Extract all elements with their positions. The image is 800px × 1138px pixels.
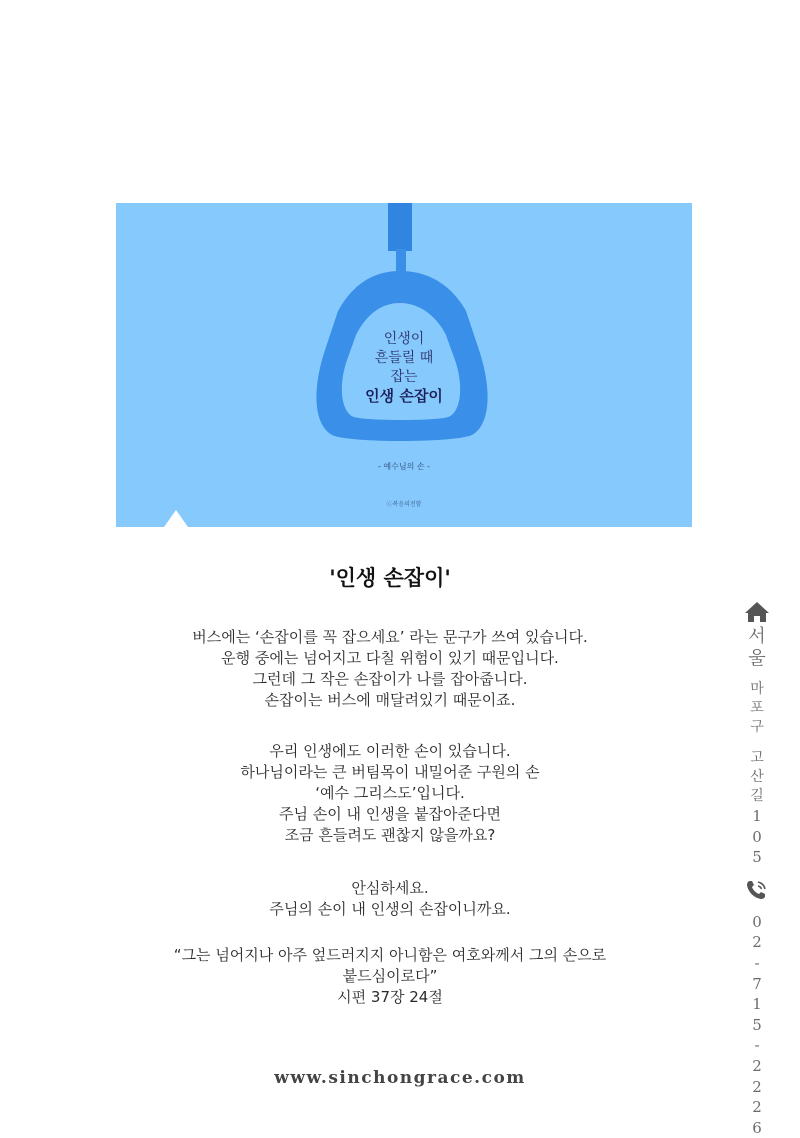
paragraph-line: 손잡이는 버스에 매달려있기 때문이죠.: [264, 691, 516, 709]
phone-number: [752, 912, 762, 1138]
phone-char: -: [754, 953, 760, 972]
handle-line: 인생이: [383, 331, 425, 347]
address-char: 산: [750, 769, 764, 785]
address-char: 마: [750, 681, 764, 697]
banner-subtitle: - 예수님의 손 -: [377, 462, 431, 471]
paragraph-line: 운행 중에는 넘어지고 다칠 위험이 있기 때문입니다.: [221, 649, 559, 667]
paragraph-line: 하나님이라는 큰 버팀목이 내밀어준 구원의 손: [240, 763, 540, 781]
address-char: 서: [748, 626, 766, 647]
paragraph-line: 주님 손이 내 인생을 붙잡아준다면: [279, 805, 501, 823]
contact-column: [740, 600, 774, 1138]
phone-char: 0: [752, 912, 762, 931]
banner-image: [116, 203, 692, 527]
handle-line: 흔들릴 때: [374, 350, 434, 366]
phone-char: -: [754, 1036, 760, 1055]
handle-text: [304, 330, 504, 406]
paragraph-line: 주님의 손이 내 인생의 손잡이니까요.: [269, 900, 511, 918]
address-char: 5: [752, 848, 762, 867]
phone-icon: [744, 878, 770, 902]
banner-notch: [164, 510, 188, 527]
bible-verse: [100, 945, 680, 1008]
page-title: '인생 손잡이': [329, 566, 451, 590]
address-char: 울: [748, 648, 766, 669]
handle-bold-line: 인생 손잡이: [365, 387, 443, 405]
phone-char: 2: [752, 933, 762, 952]
verse-line: 붙드심이로다”: [342, 967, 438, 985]
handle-strap: [388, 203, 412, 251]
address-district: [750, 680, 764, 737]
paragraph-line: 안심하세요.: [351, 879, 429, 897]
address-char: 0: [752, 827, 762, 846]
address-number: [752, 806, 762, 868]
address-char: 길: [750, 788, 764, 804]
verse-line: “그는 넘어지나 아주 엎드러지지 아니함은 여호와께서 그의 손으로: [173, 946, 607, 964]
paragraph-3: [100, 878, 680, 920]
address-city: [748, 626, 765, 670]
phone-char: 2: [752, 1098, 762, 1117]
address-char: 구: [750, 719, 764, 735]
phone-char: 6: [752, 1118, 762, 1137]
phone-char: 5: [752, 1015, 762, 1034]
phone-char: 7: [752, 974, 762, 993]
address-char: 1: [752, 807, 762, 825]
home-icon: [744, 600, 770, 624]
website-link[interactable]: www.sinchongrace.com: [274, 1068, 526, 1088]
paragraph-line: 버스에는 ‘손잡이를 꼭 잡으세요’ 라는 문구가 쓰여 있습니다.: [192, 628, 588, 646]
paragraph-line: ‘예수 그리스도’입니다.: [315, 784, 465, 802]
paragraph-line: 그런데 그 작은 손잡이가 나를 잡아줍니다.: [252, 670, 528, 688]
phone-char: 2: [752, 1056, 762, 1075]
paragraph-2: [100, 741, 680, 846]
paragraph-line: 우리 인생에도 이러한 손이 있습니다.: [269, 742, 511, 760]
phone-char: 1: [752, 995, 762, 1014]
address-char: 포: [750, 700, 764, 716]
handle-line: 잡는: [390, 369, 418, 385]
banner-credit: ⓒ복음의전함: [386, 501, 422, 508]
phone-char: 2: [752, 1077, 762, 1096]
address-char: 고: [750, 750, 764, 766]
address-street: [750, 749, 764, 806]
verse-reference: 시편 37장 24절: [337, 988, 443, 1006]
paragraph-1: [100, 627, 680, 711]
paragraph-line: 조금 흔들려도 괜찮지 않을까요?: [284, 826, 496, 844]
